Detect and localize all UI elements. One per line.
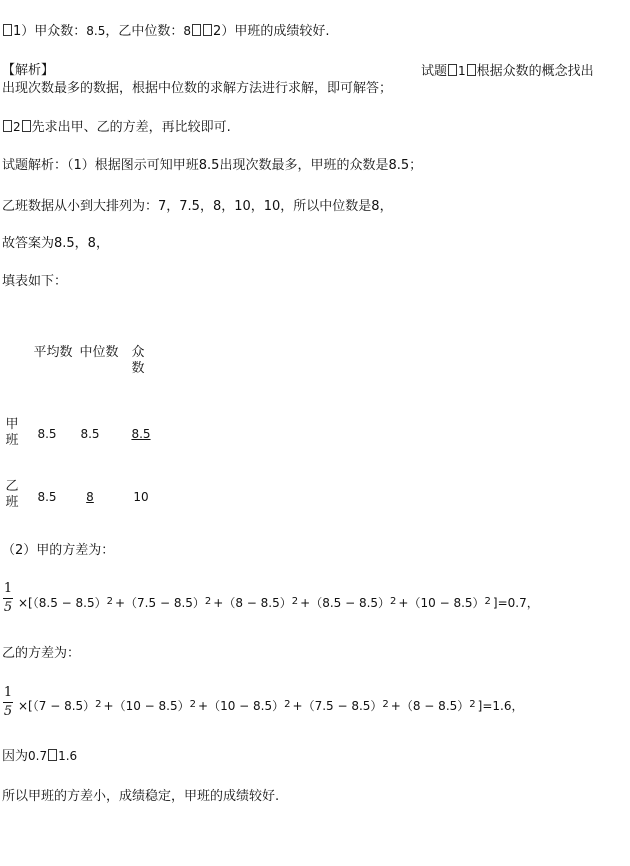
- part2-label: （2）甲的方差为：: [2, 543, 115, 558]
- solution-line-3: 故答案为8.5，8，: [2, 236, 109, 251]
- analysis-right-intro: [421, 62, 594, 81]
- variance-b: 1.6: [58, 749, 78, 763]
- cell-jia-mean: 8.5: [37, 427, 57, 441]
- because-text: 因为: [2, 749, 29, 764]
- row-name-jia: 甲班: [5, 417, 19, 448]
- jia-variance-expression: $\times[(8.5 - 8.5)^2 +(7.5 - 8.5)^2 +(8 - 8.5)^2 +(8.5 - 8.5)^2 +(10 - 8.5)^2$ ]=0.7，: [18, 596, 539, 610]
- analysis-line-3: [2, 118, 231, 137]
- intro-num: 1: [458, 64, 466, 78]
- solution-line-4: 填表如下：: [2, 274, 68, 289]
- fraction-one-fifth: 1 5: [3, 581, 13, 615]
- line3-text: 先求出甲、乙的方差，再比较即可.: [31, 120, 231, 135]
- because-line: [2, 747, 77, 766]
- analysis-heading: 【解析】: [2, 63, 55, 78]
- variance-a: 0.7: [28, 749, 48, 763]
- header-mean: 平均数: [33, 345, 73, 360]
- missing-glyph-box: [203, 24, 212, 36]
- cell-yi-mode: 10: [133, 490, 149, 504]
- intro-text: 根据众数的概念找出: [476, 64, 594, 79]
- header-median: 中位数: [79, 345, 119, 360]
- cell-yi-median: 8: [86, 490, 94, 504]
- yi-variance-expression: $\times[(7 - 8.5)^2 +(10 - 8.5)^2 +(10 - 8.5)^2 +(7.5 - 8.5)^2 +(8 - 8.5)^2$ ]=1.6，: [18, 699, 524, 713]
- answer-text-a: 甲众数：: [34, 24, 87, 39]
- analysis-line-2: 出现次数最多的数据，根据中位数的求解方法进行求解，即可解答；: [2, 81, 393, 96]
- median-b: 8: [183, 24, 192, 38]
- solution-line-1: 试题解析：（1）根据图示可知甲班8.5出现次数最多，甲班的众数是8.5；: [2, 158, 423, 173]
- missing-glyph-box: [192, 24, 201, 36]
- missing-glyph-box: [3, 120, 12, 132]
- cell-jia-median: 8.5: [80, 427, 100, 441]
- answer-text-b: ，乙中位数：: [105, 24, 184, 39]
- yi-variance-label: 乙的方差为：: [2, 646, 81, 661]
- part2-marker: 2）: [213, 24, 235, 39]
- row-name-yi: 乙班: [5, 479, 19, 510]
- mode-a: 8.5: [86, 24, 106, 38]
- solution-line-2: 乙班数据从小到大排列为：7，7.5，8，10，10，所以中位数是8，: [2, 199, 393, 214]
- intro-prefix: 试题: [421, 64, 448, 79]
- missing-glyph-box: [22, 120, 31, 132]
- header-mode: 众数: [131, 345, 145, 376]
- fraction-one-fifth: 1 5: [3, 685, 13, 719]
- missing-glyph-box: [3, 24, 12, 36]
- missing-glyph-box: [467, 64, 476, 76]
- final-conclusion: 所以甲班的方差小，成绩稳定，甲班的成绩较好.: [2, 789, 280, 804]
- part1-marker: 1）: [13, 24, 35, 39]
- cell-jia-mode: 8.5: [131, 427, 151, 441]
- cell-yi-mean: 8.5: [37, 490, 57, 504]
- line3-num: 2: [13, 120, 21, 134]
- answer-text-c: 甲班的成绩较好.: [234, 24, 330, 39]
- answer-line: [2, 22, 329, 41]
- missing-glyph-box: [48, 749, 57, 761]
- missing-glyph-box: [448, 64, 457, 76]
